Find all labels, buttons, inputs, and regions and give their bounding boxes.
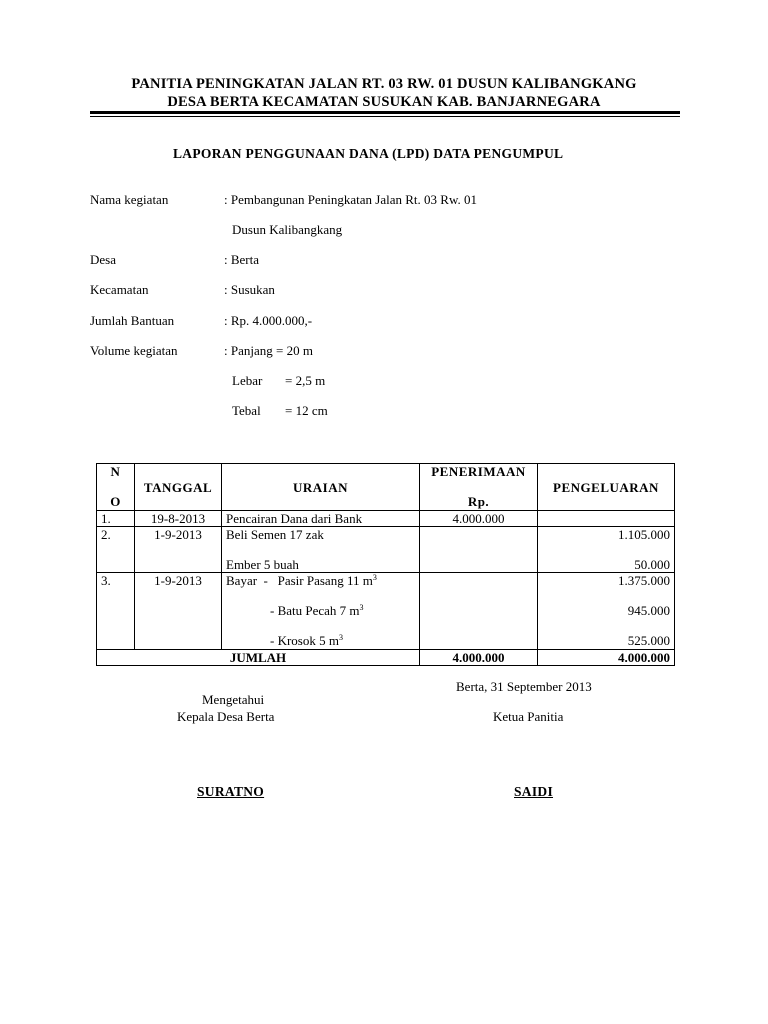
row-pengeluaran — [538, 573, 675, 650]
row-pengeluaran — [538, 511, 675, 527]
kecamatan-label: Kecamatan — [90, 282, 149, 297]
row-uraian-item: Ember 5 buah — [226, 557, 299, 572]
header-no — [97, 464, 135, 511]
lpd-table — [96, 463, 675, 666]
total-pengeluaran: 4.000.000 — [538, 650, 675, 666]
total-row — [97, 650, 675, 666]
row-uraian-item — [226, 633, 415, 648]
row-no: 2. — [97, 527, 135, 573]
uraian-prefix: Bayar - — [226, 573, 278, 588]
superscript: 3 — [338, 633, 343, 642]
mengetahui-label: Mengetahui — [202, 692, 265, 707]
row-uraian-item — [226, 603, 415, 618]
jumlah-bantuan-value: : Rp. 4.000.000,- — [224, 313, 313, 328]
header-rule-thick — [90, 111, 680, 114]
header-rule-thin — [90, 116, 680, 117]
row-uraian: Pencairan Dana dari Bank — [222, 511, 420, 527]
row-tanggal: 1-9-2013 — [135, 527, 222, 573]
jumlah-bantuan-label: Jumlah Bantuan — [90, 313, 175, 328]
total-label: JUMLAH — [97, 650, 420, 666]
header-tanggal: TANGGAL — [135, 464, 222, 511]
kecamatan-value: : Susukan — [224, 282, 275, 297]
row-tanggal: 1-9-2013 — [135, 573, 222, 650]
kepala-desa-title: Kepala Desa Berta — [177, 709, 275, 724]
ketua-panitia-title: Ketua Panitia — [493, 709, 564, 724]
table-row — [97, 573, 675, 650]
header-penerimaan-line-2: Rp. — [467, 494, 490, 509]
row-tanggal: 19-8-2013 — [135, 511, 222, 527]
row-pengeluaran-item: 525.000 — [627, 633, 670, 648]
volume-tebal-label: Tebal — [232, 403, 261, 418]
volume-tebal-value: = 12 cm — [285, 403, 328, 418]
header-line-1: PANITIA PENINGKATAN JALAN RT. 03 RW. 01 DUSUN KALIBANGKANG — [131, 76, 637, 92]
row-uraian-item: Beli Semen 17 zak — [226, 527, 324, 542]
row-pengeluaran-item: 50.000 — [634, 557, 670, 572]
row-pengeluaran-item: 1.105.000 — [618, 527, 670, 542]
header-no-line-2: O — [110, 494, 121, 509]
table-row — [97, 527, 675, 573]
nama-kegiatan-value: : Pembangunan Peningkatan Jalan Rt. 03 Rw. 01 — [224, 192, 477, 207]
row-no: 3. — [97, 573, 135, 650]
table-header-row — [97, 464, 675, 511]
nama-kegiatan-value-2: Dusun Kalibangkang — [232, 222, 343, 237]
row-penerimaan: 4.000.000 — [420, 511, 538, 527]
volume-lebar-value: = 2,5 m — [285, 373, 326, 388]
row-uraian — [222, 573, 420, 650]
header-penerimaan — [420, 464, 538, 511]
volume-panjang: : Panjang = 20 m — [224, 343, 313, 358]
place-date: Berta, 31 September 2013 — [456, 679, 592, 694]
signatory-left-name: SURATNO — [197, 784, 265, 799]
desa-value: : Berta — [224, 252, 260, 267]
header-line-2: DESA BERTA KECAMATAN SUSUKAN KAB. BANJARNEGARA — [167, 94, 601, 110]
total-penerimaan: 4.000.000 — [420, 650, 538, 666]
superscript: 3 — [359, 603, 364, 612]
row-uraian — [222, 527, 420, 573]
signatory-right-name: SAIDI — [514, 784, 554, 799]
header-uraian: URAIAN — [222, 464, 420, 511]
row-uraian-item — [226, 573, 415, 588]
header-penerimaan-line-1: PENERIMAAN — [431, 464, 526, 479]
volume-kegiatan-label: Volume kegiatan — [90, 343, 178, 358]
volume-lebar-label: Lebar — [232, 373, 263, 388]
row-penerimaan — [420, 573, 538, 650]
row-penerimaan — [420, 527, 538, 573]
uraian-item-text: - Krosok 5 m — [270, 633, 339, 648]
report-title: LAPORAN PENGGUNAAN DANA (LPD) DATA PENGUMPUL — [173, 146, 564, 161]
row-pengeluaran-item: 945.000 — [627, 603, 670, 618]
row-pengeluaran — [538, 527, 675, 573]
header-pengeluaran: PENGELUARAN — [538, 464, 675, 511]
row-pengeluaran-item: 1.375.000 — [618, 573, 670, 588]
table-row — [97, 511, 675, 527]
desa-label: Desa — [90, 252, 116, 267]
row-no: 1. — [97, 511, 135, 527]
uraian-item-text: - Batu Pecah 7 m — [270, 603, 360, 618]
superscript: 3 — [372, 573, 377, 582]
uraian-item-text: Pasir Pasang 11 m — [277, 573, 373, 588]
header-no-line-1: N — [110, 464, 121, 479]
nama-kegiatan-label: Nama kegiatan — [90, 192, 169, 207]
